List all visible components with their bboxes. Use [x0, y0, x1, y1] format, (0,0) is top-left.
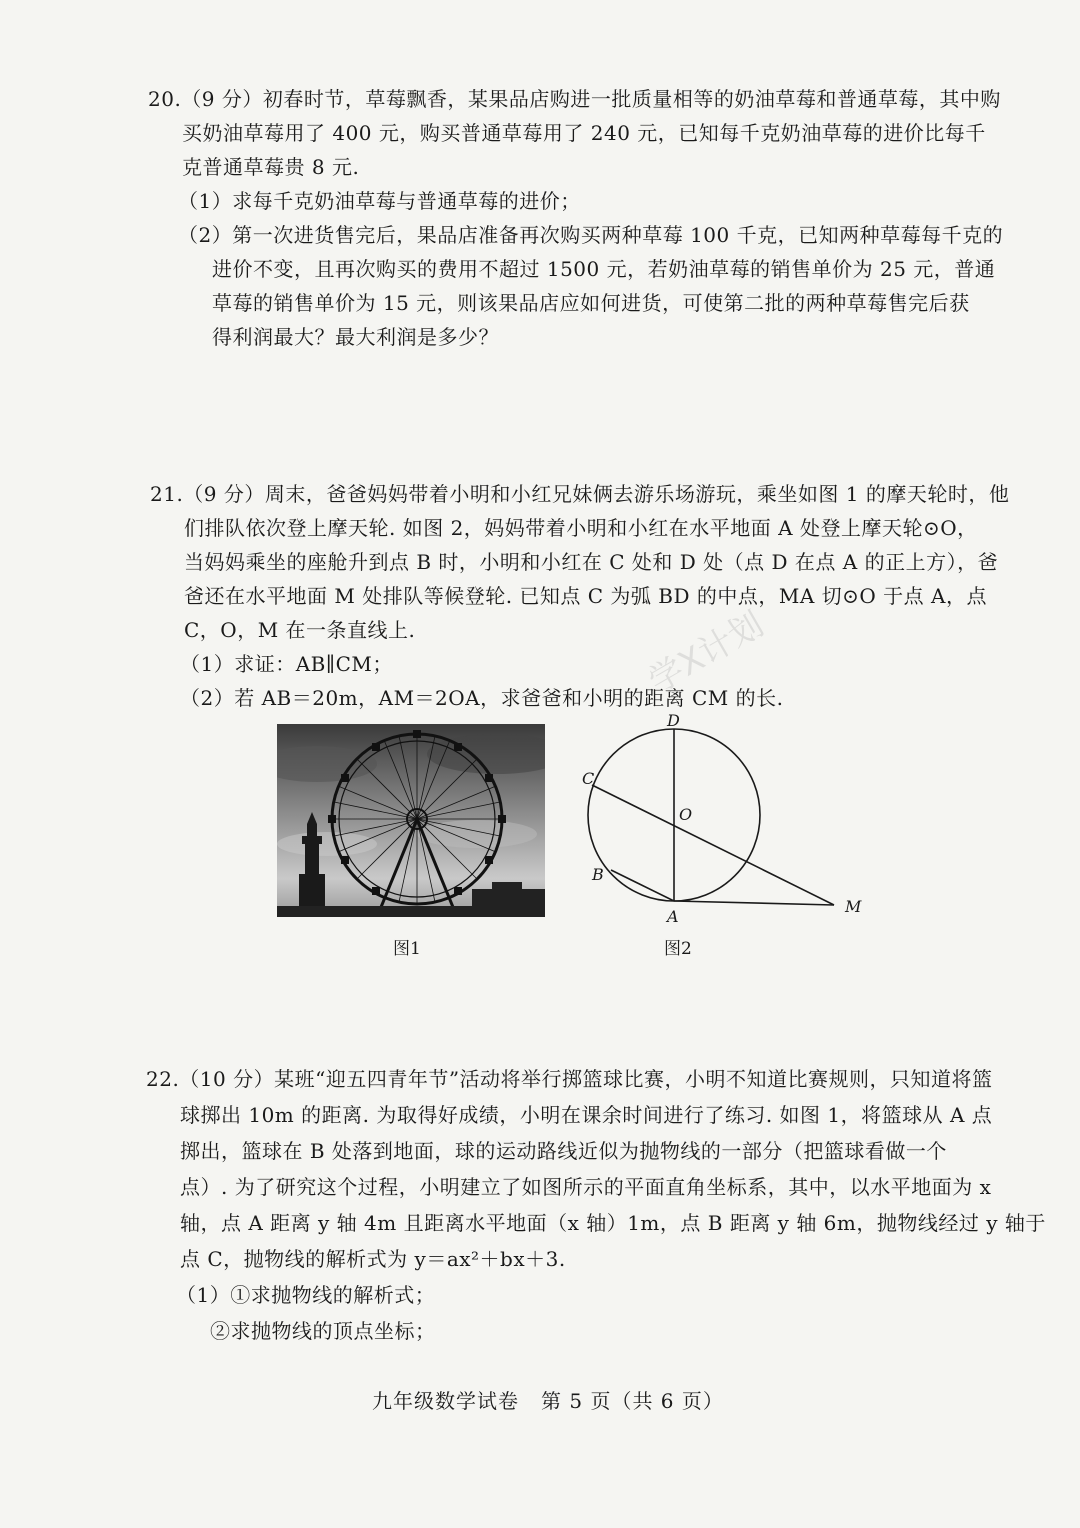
q20-sub-2-line-3: 草莓的销售单价为 15 元，则该果品店应如何进货，可使第二批的两种草莓售完后获: [212, 291, 970, 315]
q21-sub-1: （1）求证：AB∥CM；: [180, 652, 393, 676]
page-footer: [372, 1385, 746, 1414]
q22-sub-1: （1）①求抛物线的解析式；: [176, 1283, 436, 1307]
q20-line-2: 买奶油草莓用了 400 元，购买普通草莓用了 240 元，已知每千克奶油草莓的进价比每千: [182, 121, 986, 145]
q22-line-4: 点）. 为了研究这个过程，小明建立了如图所示的平面直角坐标系，其中，以水平地面为 x: [180, 1175, 992, 1199]
question-20: [148, 83, 1003, 355]
label-d: D: [667, 711, 680, 730]
label-c: C: [582, 769, 595, 788]
q22-line-2: 球掷出 10m 的距离. 为取得好成绩，小明在课余时间进行了练习. 如图 1，将篮球从 A 点: [180, 1103, 993, 1127]
segment-ab: [611, 870, 674, 901]
q22-line-6: 点 C，抛物线的解析式为 y＝ax²＋bx＋3.: [180, 1247, 566, 1271]
question-22: [146, 1063, 1046, 1351]
footer-page-number: 第 5 页（共 6 页）: [541, 1389, 724, 1413]
q21-line-1: 21.（9 分）周末，爸爸妈妈带着小明和小红兄妹俩去游乐场游玩，乘坐如图 1 的摩天轮时，他: [150, 482, 1010, 506]
label-b: B: [592, 865, 604, 884]
footer-title: 九年级数学试卷: [372, 1389, 519, 1413]
q22-sub-1b: ②求抛物线的顶点坐标；: [210, 1319, 436, 1343]
q21-line-3: 当妈妈乘坐的座舱升到点 B 时，小明和小红在 C 处和 D 处（点 D 在点 A 的正上方），爸: [184, 550, 999, 574]
label-a: A: [667, 907, 679, 926]
watermark: 学X计划: [642, 604, 771, 702]
q20-sub-1: （1）求每千克奶油草莓与普通草莓的进价；: [178, 189, 581, 213]
figure-2-caption: 图2: [664, 939, 692, 959]
q20-sub-2-line-4: 得利润最大？最大利润是多少？: [212, 325, 499, 349]
q20-line-3: 克普通草莓贵 8 元.: [182, 155, 360, 179]
q22-line-1: 22.（10 分）某班“迎五四青年节”活动将举行掷篮球比赛，小明不知道比赛规则，只知道将篮: [146, 1067, 993, 1091]
q20-sub-2-line-2: 进价不变，且再次购买的费用不超过 1500 元，若奶油草莓的销售单价为 25 元，普通: [212, 257, 996, 281]
q22-line-5: 轴，点 A 距离 y 轴 4m 且距离水平地面（x 轴）1m，点 B 距离 y 轴 6m，抛物线经过 y 轴于: [180, 1211, 1046, 1235]
question-21: [150, 478, 1009, 716]
label-o: O: [679, 805, 693, 824]
q21-line-5: C，O，M 在一条直线上.: [184, 618, 416, 642]
ferris-wheel-photo: [277, 724, 545, 917]
q22-line-3: 掷出，篮球在 B 处落到地面，球的运动路线近似为抛物线的一部分（把篮球看做一个: [180, 1139, 947, 1163]
q21-line-2: 们排队依次登上摩天轮. 如图 2，妈妈带着小明和小红在水平地面 A 处登上摩天轮⊙O，: [184, 516, 978, 540]
label-m: M: [845, 897, 862, 916]
q21-line-4: 爸还在水平地面 M 处排队等候登轮. 已知点 C 为弧 BD 的中点，MA 切⊙O 于点 A，点: [184, 584, 987, 608]
q21-sub-2: （2）若 AB＝20m，AM＝2OA，求爸爸和小明的距离 CM 的长.: [180, 686, 784, 710]
geometry-diagram: [570, 700, 870, 935]
q20-line-1: 20.（9 分）初春时节，草莓飘香，某果品店购进一批质量相等的奶油草莓和普通草莓，其中购: [148, 87, 1001, 111]
figure-1-caption: 图1: [393, 939, 421, 959]
q20-sub-2-line-1: （2）第一次进货售完后，果品店准备再次购买两种草莓 100 千克，已知两种草莓每千克的: [178, 223, 1004, 247]
segment-am: [674, 901, 834, 905]
